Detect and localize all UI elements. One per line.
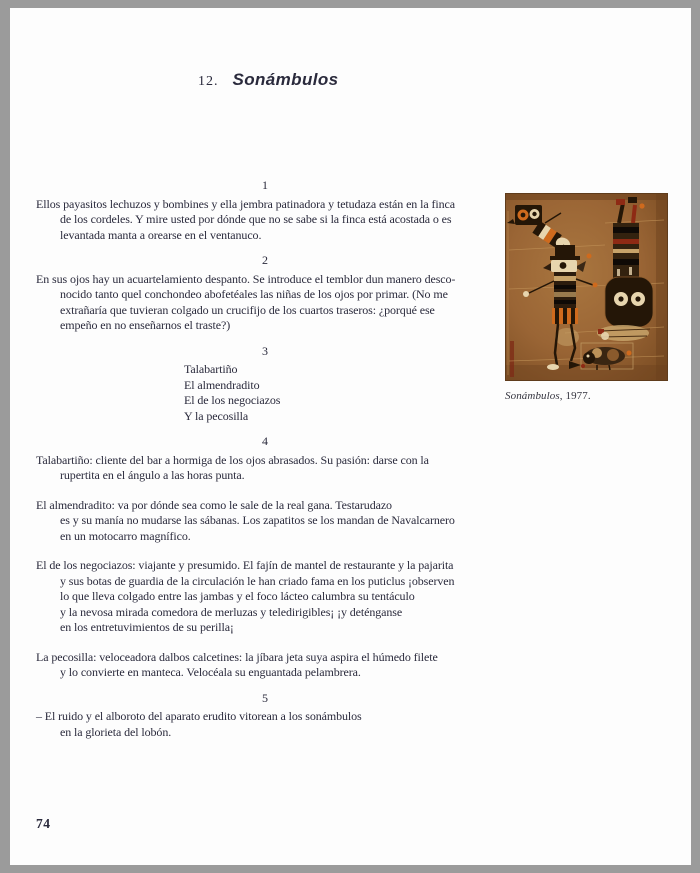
poem-paragraph bbox=[36, 362, 494, 424]
poem-line: lo que lleva colgado entre las jambas y el foco lácteo calumbra su tentáculo bbox=[60, 589, 415, 603]
poem-line: El de los negociazos: viajante y presumido. El fajín de mantel de restaurante y la pajarita bbox=[36, 558, 454, 572]
artwork-caption bbox=[505, 390, 668, 402]
poem-line: levantada manta a orearse en el ventanuco. bbox=[60, 227, 262, 242]
poem-line: y lo convierte en manteca. Velocéala su enguantada pelambrera. bbox=[60, 665, 361, 679]
poem-title bbox=[198, 70, 339, 90]
section-number: 3 bbox=[262, 343, 268, 358]
poem-paragraph bbox=[36, 498, 494, 545]
poem-line: en un motocarro magnífico. bbox=[60, 528, 191, 543]
poem-line: Talabartiño bbox=[184, 362, 238, 376]
poem-line: Ellos payasitos lechuzos y bombines y ella jembra patinadora y tetudaza están en la finca bbox=[36, 196, 455, 211]
poem-section bbox=[36, 253, 494, 334]
poem-section bbox=[36, 344, 494, 425]
poem-line: y sus botas de guardia de la circulación le han criado fama en los puticlus ¡observen bbox=[60, 573, 455, 588]
poem-paragraph bbox=[36, 558, 494, 636]
poem-section bbox=[36, 178, 494, 243]
poem-line: El de los negociazos bbox=[184, 393, 281, 407]
poem-paragraph bbox=[36, 709, 494, 740]
poem-line: de los cordeles. Y mire usted por dónde que no se sabe si la finca está acostada o es bbox=[60, 212, 452, 226]
artwork-figure bbox=[505, 193, 668, 402]
poem-line: Talabartiño: cliente del bar a hormiga de los ojos abrasados. Su pasión: darse con la bbox=[36, 452, 429, 467]
poem-line: La pecosilla: veloceadora dalbos calcetines: la jíbara jeta suya aspira el húmedo filete bbox=[36, 649, 438, 664]
section-number: 1 bbox=[262, 178, 268, 192]
book-page bbox=[10, 8, 691, 865]
section-number: 5 bbox=[262, 690, 268, 705]
poem-line: rupertita en el ángulo a las horas punta. bbox=[60, 468, 245, 482]
page-number: 74 bbox=[36, 816, 51, 831]
poem-line: en la glorieta del lobón. bbox=[60, 724, 172, 739]
poem-paragraph bbox=[36, 272, 494, 334]
poem-line: en los entretuvimientos de su perilla¡ bbox=[60, 620, 234, 634]
poem-paragraph bbox=[36, 453, 494, 484]
poem-line: El almendradito: va por dónde sea como le sale de la real gana. Testarudazo bbox=[36, 497, 392, 512]
poem-line: es y su manía no mudarse las sábanas. Los zapatitos se los mandan de Navalcarnero bbox=[60, 513, 455, 527]
poem-paragraph bbox=[36, 650, 494, 681]
poem-line: Y la pecosilla bbox=[184, 408, 249, 423]
poem-line: nocido tanto quel conchondeo abofetéales las niñas de los ojos por primar. (No me bbox=[60, 287, 448, 301]
section-number: 2 bbox=[262, 253, 268, 267]
poem-body bbox=[36, 178, 494, 750]
poem-line: En sus ojos hay un acuartelamiento despanto. Se introduce el temblor dun manero desco- bbox=[36, 271, 456, 286]
poem-line: – El ruido y el alboroto del aparato erudito vitorean a los sonámbulos bbox=[36, 709, 362, 723]
caption-title: Sonámbulos bbox=[505, 390, 560, 402]
poem-line: extrañaría que tuvieran colgado un crucifijo de los cuartos traseros: ¿porqué ese bbox=[60, 302, 435, 317]
poem-number: 12. bbox=[198, 74, 219, 89]
poem-line: empeño en no enseñarnos el traste?) bbox=[60, 318, 231, 332]
poem-line: y la nevosa mirada comedora de merluzas y teledirigibles¡ ¡y deténganse bbox=[60, 604, 403, 619]
poem-section bbox=[36, 691, 494, 741]
caption-year: , 1977. bbox=[559, 390, 591, 402]
section-number: 4 bbox=[262, 434, 268, 448]
poem-title-text: Sonámbulos bbox=[232, 70, 339, 89]
poem-paragraph bbox=[36, 197, 494, 244]
poem-line: El almendradito bbox=[184, 377, 260, 392]
poem-section bbox=[36, 434, 494, 681]
artwork-image bbox=[505, 193, 668, 381]
